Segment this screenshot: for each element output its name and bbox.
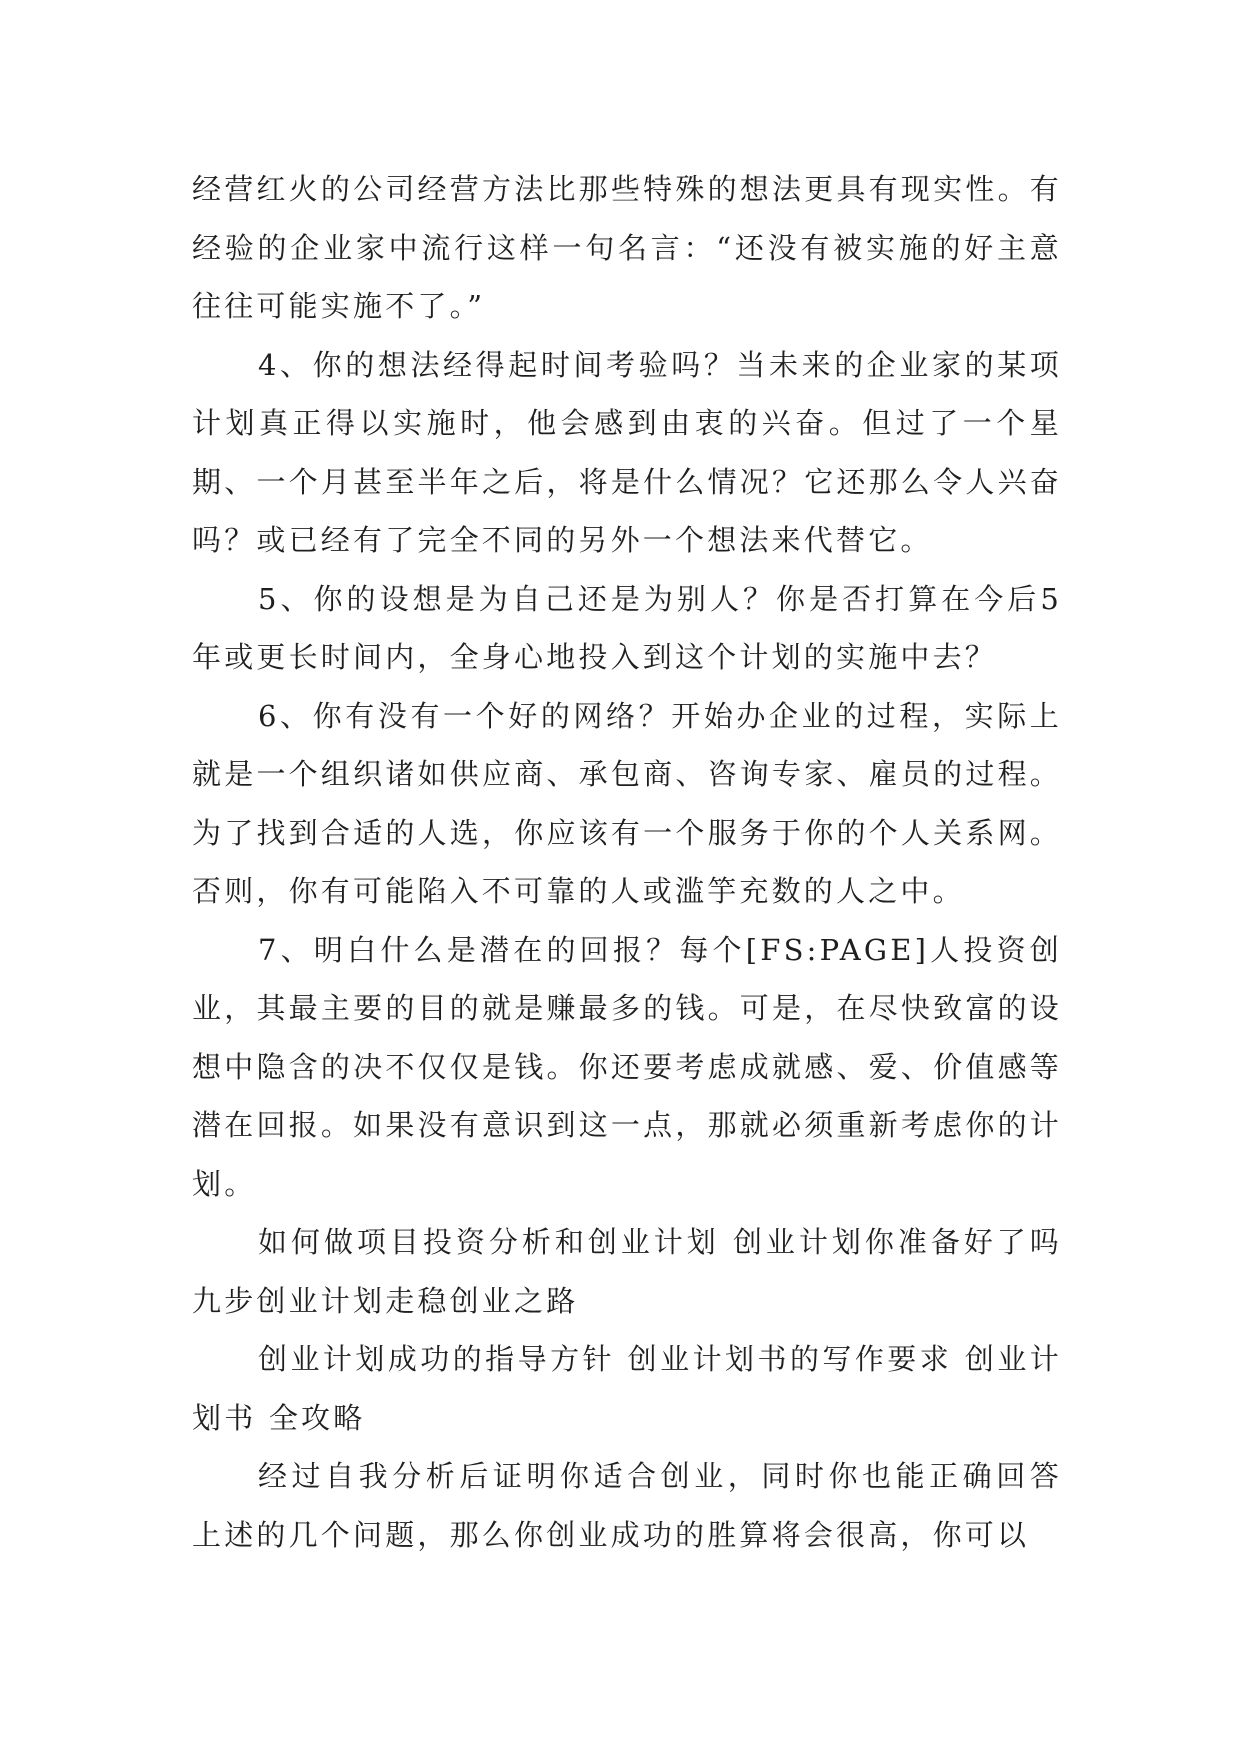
paragraph-related-links-2: 创业计划成功的指导方针 创业计划书的写作要求 创业计划书 全攻略 [192, 1342, 1062, 1435]
paragraph-continuation: 经营红火的公司经营方法比那些特殊的想法更具有现实性。有经验的企业家中流行这样一句名言：“还没有被实施的好主意往往可能实施不了。” [192, 172, 1062, 323]
paragraph-related-links-1: 如何做项目投资分析和创业计划 创业计划你准备好了吗 九步创业计划走稳创业之路 [192, 1225, 1062, 1318]
paragraph-item-7: 7、明白什么是潜在的回报？每个[FS:PAGE]人投资创业，其最主要的目的就是赚最多的钱。可是，在尽快致富的设想中隐含的决不仅仅是钱。你还要考虑成就感、爱、价值感等潜在回报。如果没有意识到这一点，那就必须重新考虑你的计划。 [192, 932, 1062, 1201]
paragraph-item-5: 5、你的设想是为自己还是为别人？你是否打算在今后5年或更长时间内，全身心地投入到这个计划的实施中去？ [192, 581, 1062, 674]
paragraph-item-6: 6、你有没有一个好的网络？开始办企业的过程，实际上就是一个组织诸如供应商、承包商、咨询专家、雇员的过程。为了找到合适的人选，你应该有一个服务于你的个人关系网。否则，你有可能陷入不可靠的人或滥竽充数的人之中。 [192, 698, 1062, 908]
document-body [192, 160, 1062, 1564]
paragraph-item-4: 4、你的想法经得起时间考验吗？当未来的企业家的某项计划真正得以实施时，他会感到由衷的兴奋。但过了一个星期、一个月甚至半年之后，将是什么情况？它还那么令人兴奋吗？或已经有了完全不同的另外一个想法来代替它。 [192, 347, 1062, 557]
paragraph-conclusion: 经过自我分析后证明你适合创业，同时你也能正确回答上述的几个问题，那么你创业成功的胜算将会很高，你可以 [192, 1459, 1062, 1552]
